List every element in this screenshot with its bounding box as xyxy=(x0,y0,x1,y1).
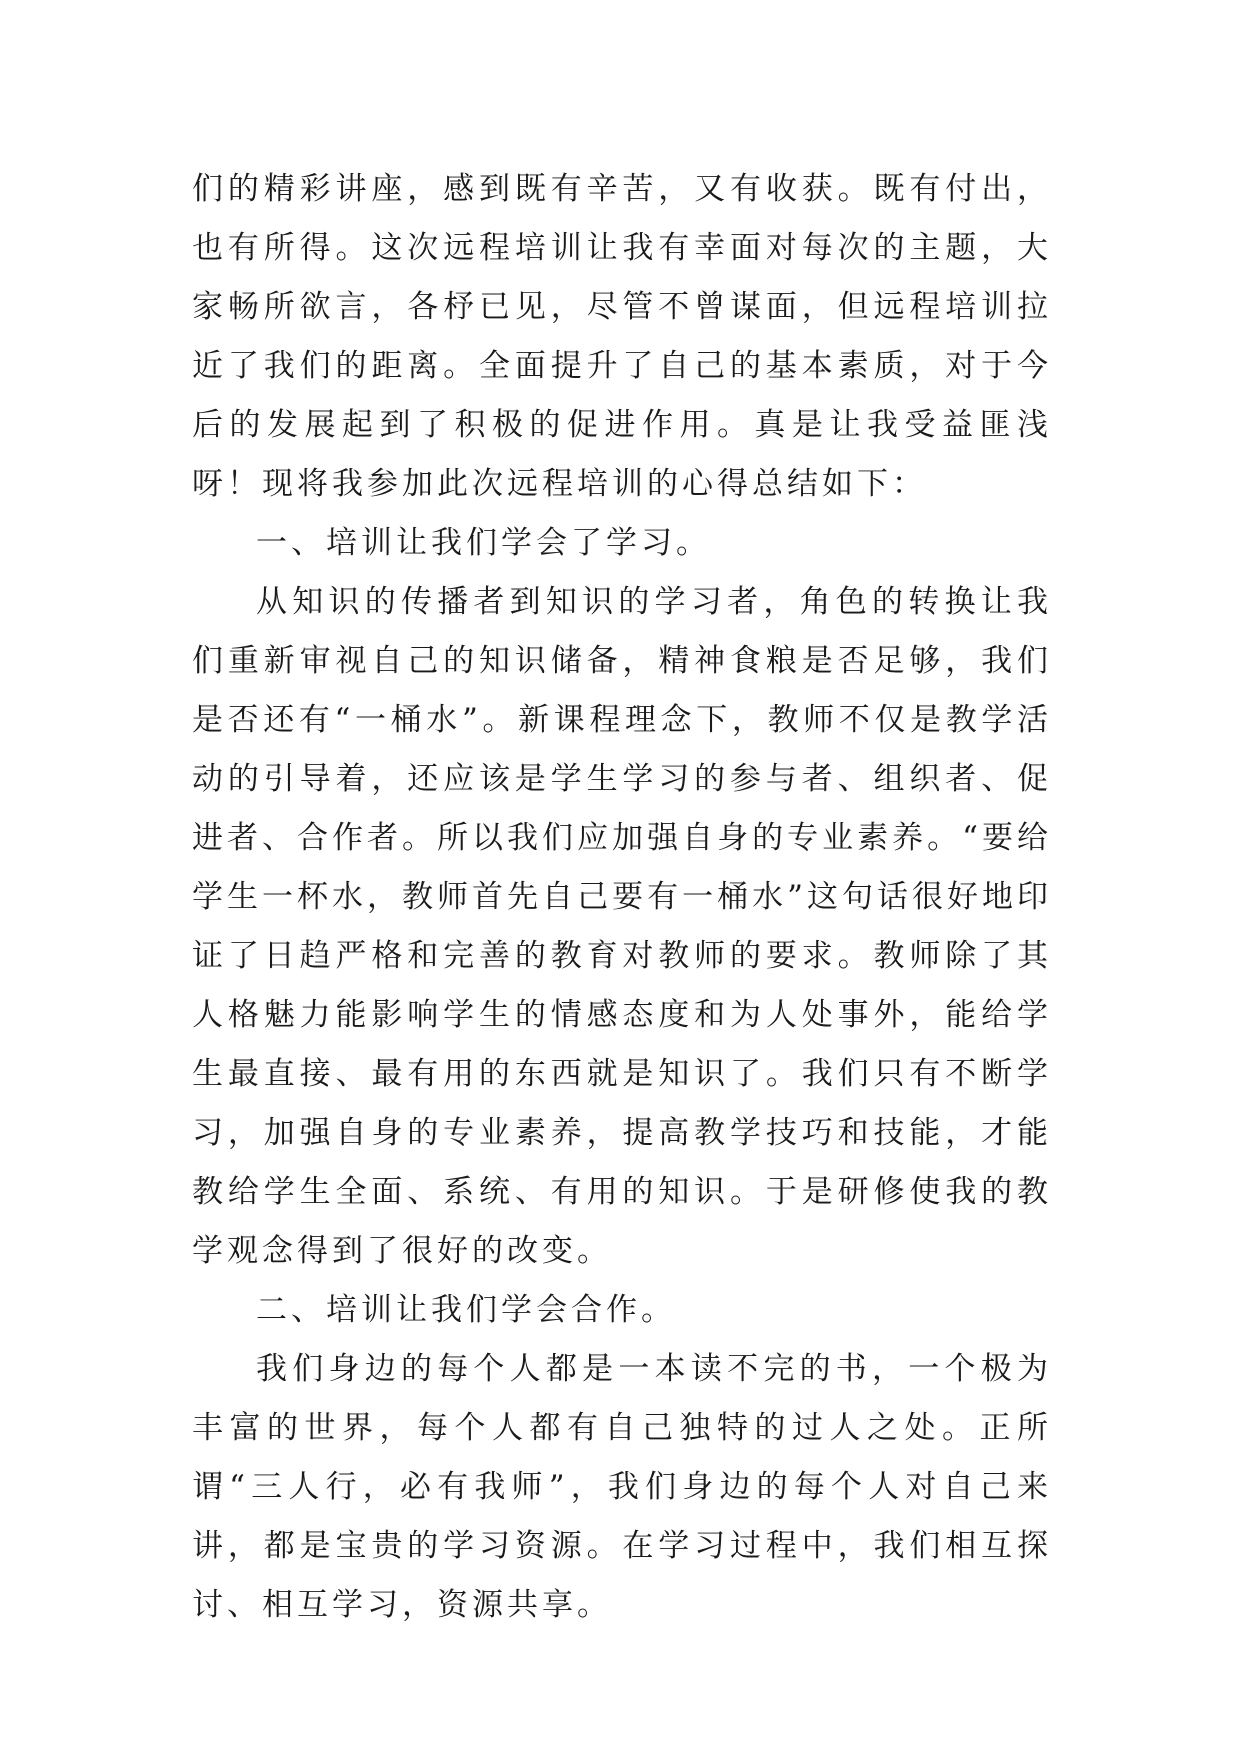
section-heading-2: 二、培训让我们学会合作。 xyxy=(256,1292,676,1328)
paragraph-learning: 从知识的传播者到知识的学习者，角色的转换让我们重新审视自己的知识储备，精神食粮是否足够，我们是否还有“一桶水”。新课程理念下，教师不仅是教学活动的引导着，还应该是学生学习的参与者、组织者、促进者、合作者。所以我们应加强自身的专业素养。“要给学生一杯水，教师首先自己要有一桶水”这句话很好地印证了日趋严格和完善的教育对教师的要求。教师除了其人格魅力能影响学生的情感态度和为人处事外，能给学生最直接、最有用的东西就是知识了。我们只有不断学习，加强自身的专业素养，提高教学技巧和技能，才能教给学生全面、系统、有用的知识。于是研修使我的教学观念得到了很好的改变。 xyxy=(192,584,1052,1269)
paragraph-intro: 们的精彩讲座，感到既有辛苦，又有收获。既有付出，也有所得。这次远程培训让我有幸面对每次的主题，大家畅所欲言，各杼已见，尽管不曾谋面，但远程培训拉近了我们的距离。全面提升了自己的基本素质，对于今后的发展起到了积极的促进作用。真是让我受益匪浅呀！现将我参加此次远程培训的心得总结如下： xyxy=(192,171,1052,502)
section-heading-1: 一、培训让我们学会了学习。 xyxy=(256,525,711,561)
document-page xyxy=(192,160,1052,1635)
paragraph-cooperation: 我们身边的每个人都是一本读不完的书，一个极为丰富的世界，每个人都有自己独特的过人之处。正所谓“三人行，必有我师”，我们身边的每个人对自己来讲，都是宝贵的学习资源。在学习过程中，我们相互探讨、相互学习，资源共享。 xyxy=(192,1351,1052,1623)
